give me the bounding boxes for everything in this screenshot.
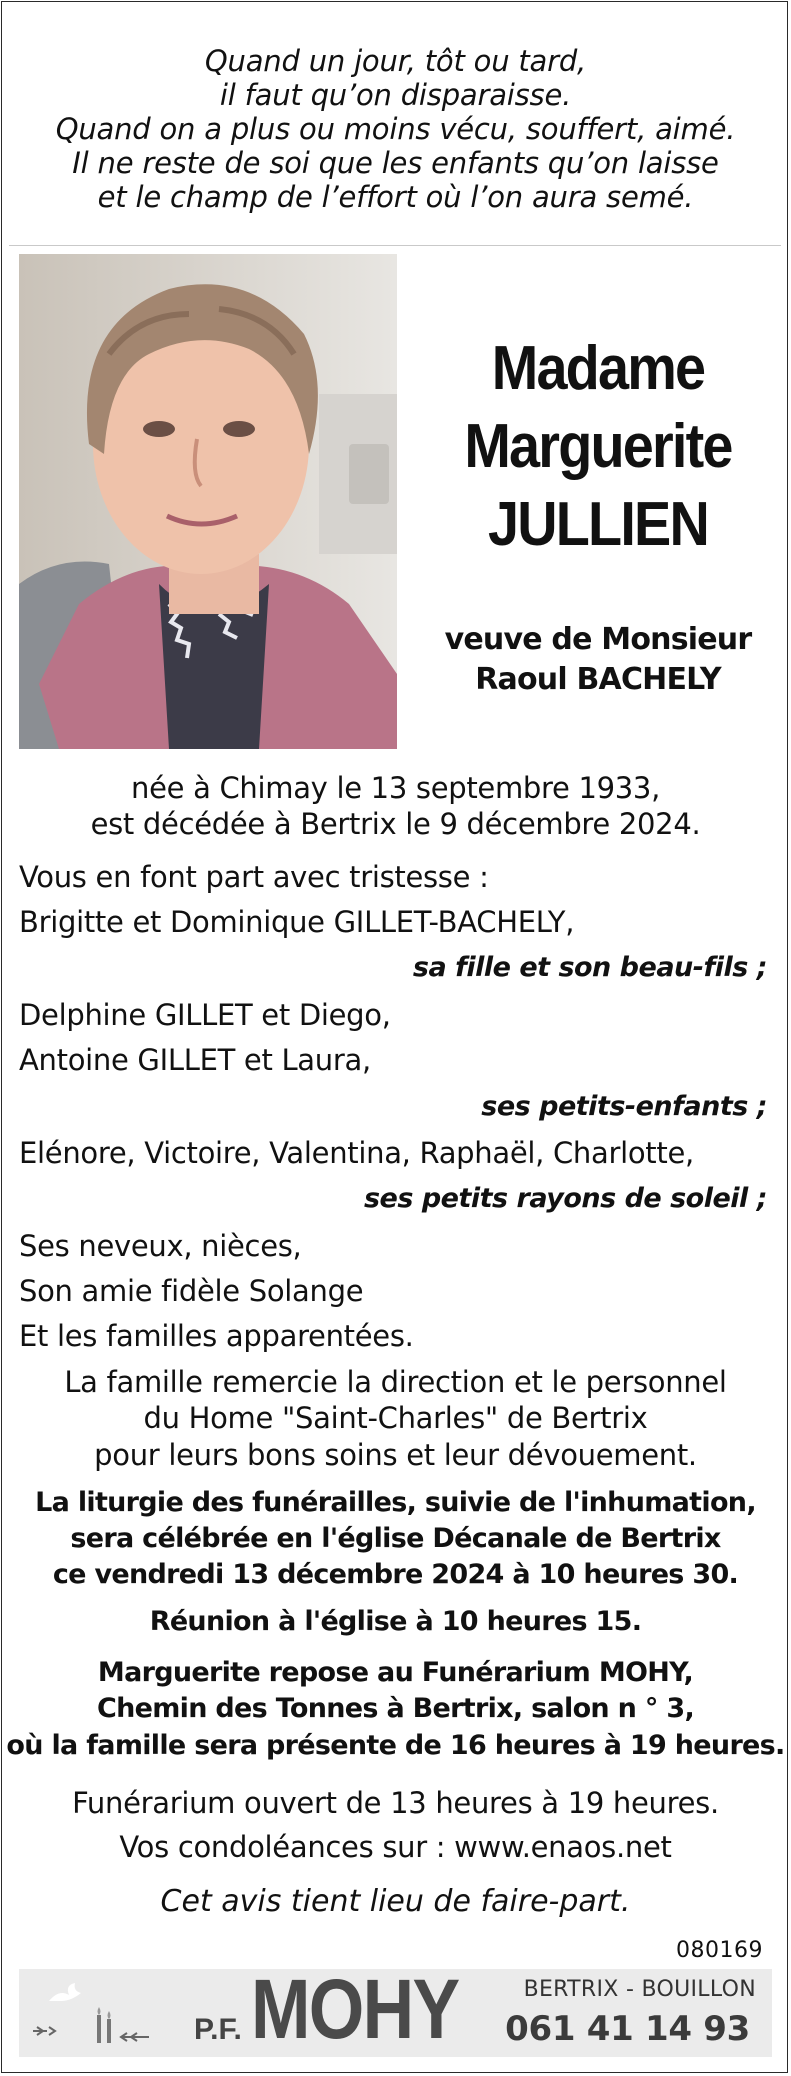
deceased-first-name: Marguerite	[464, 412, 732, 481]
family-line: Et les familles apparentées.	[19, 1319, 414, 1353]
deceased-title: Madame	[491, 334, 705, 403]
family-line: Elénore, Victoire, Valentina, Raphaël, Charlotte,	[19, 1136, 694, 1170]
divider	[9, 245, 781, 246]
family-intro: Vous en font part avec tristesse :	[19, 860, 489, 894]
family-role: ses petits rayons de soleil ;	[363, 1183, 767, 1214]
family-line: Ses neveux, nièces,	[19, 1229, 302, 1263]
dove-candle-icon	[31, 1979, 191, 2051]
thanks-line: La famille remercie la direction et le personnel	[64, 1365, 727, 1399]
poem	[0, 44, 791, 214]
rest-line: où la famille sera présente de 16 heures à 19 heures.	[6, 1730, 785, 1761]
thanks-line: pour leurs bons soins et leur dévouement.	[94, 1438, 697, 1472]
birth-line: née à Chimay le 13 septembre 1933,	[131, 771, 660, 805]
liturgy-line: La liturgie des funérailles, suivie de l'inhumation,	[35, 1487, 756, 1518]
rest-line: Marguerite repose au Funérarium MOHY,	[97, 1657, 694, 1688]
widow-line: veuve de Monsieur	[444, 622, 752, 657]
rest-line: Chemin des Tonnes à Bertrix, salon n ° 3,	[96, 1693, 695, 1724]
funeral-home-locations: BERTRIX - BOUILLON	[523, 1977, 756, 2002]
family-line: Brigitte et Dominique GILLET-BACHELY,	[19, 905, 575, 939]
notice-line: Cet avis tient lieu de faire-part.	[160, 1884, 631, 1919]
liturgy-line: ce vendredi 13 décembre 2024 à 10 heures 30.	[52, 1559, 739, 1590]
death-line: est décédée à Bertrix le 9 décembre 2024.	[90, 807, 701, 841]
thanks-line: du Home "Saint-Charles" de Bertrix	[143, 1401, 648, 1435]
family-line: Son amie fidèle Solange	[19, 1274, 364, 1308]
family-role: ses petits-enfants ;	[481, 1091, 767, 1122]
poem-line: Il ne reste de soi que les enfants qu’on laisse	[72, 146, 719, 180]
poem-line: il faut qu’on disparaisse.	[219, 78, 572, 112]
funeral-home-banner	[19, 1969, 772, 2057]
poem-line: et le champ de l’effort où l’on aura semé.	[97, 180, 694, 214]
poem-line: Quand on a plus ou moins vécu, souffert, aimé.	[55, 112, 736, 146]
widow-of	[410, 620, 786, 700]
family-line: Delphine GILLET et Diego,	[19, 998, 391, 1032]
deceased-name	[429, 330, 767, 564]
liturgy-line: sera célébrée en l'église Décanale de Bertrix	[70, 1523, 721, 1554]
funerarium-hours: Funérarium ouvert de 13 heures à 19 heures.	[72, 1786, 719, 1820]
meeting-line: Réunion à l'église à 10 heures 15.	[149, 1606, 642, 1637]
poem-line: Quand un jour, tôt ou tard,	[204, 44, 587, 78]
pf-prefix: P.F.	[194, 2013, 242, 2046]
reference-number: 080169	[676, 1938, 763, 1963]
family-line: Antoine GILLET et Laura,	[19, 1043, 371, 1077]
funeral-home-logo: MOHY	[251, 1969, 459, 2056]
portrait-photo	[19, 254, 397, 749]
family-role: sa fille et son beau-fils ;	[412, 952, 767, 983]
condolences-line: Vos condoléances sur : www.enaos.net	[119, 1830, 672, 1864]
deceased-last-name: JULLIEN	[488, 490, 708, 559]
spouse-name: Raoul BACHELY	[475, 662, 721, 697]
funeral-home-phone: 061 41 14 93	[505, 2009, 750, 2049]
